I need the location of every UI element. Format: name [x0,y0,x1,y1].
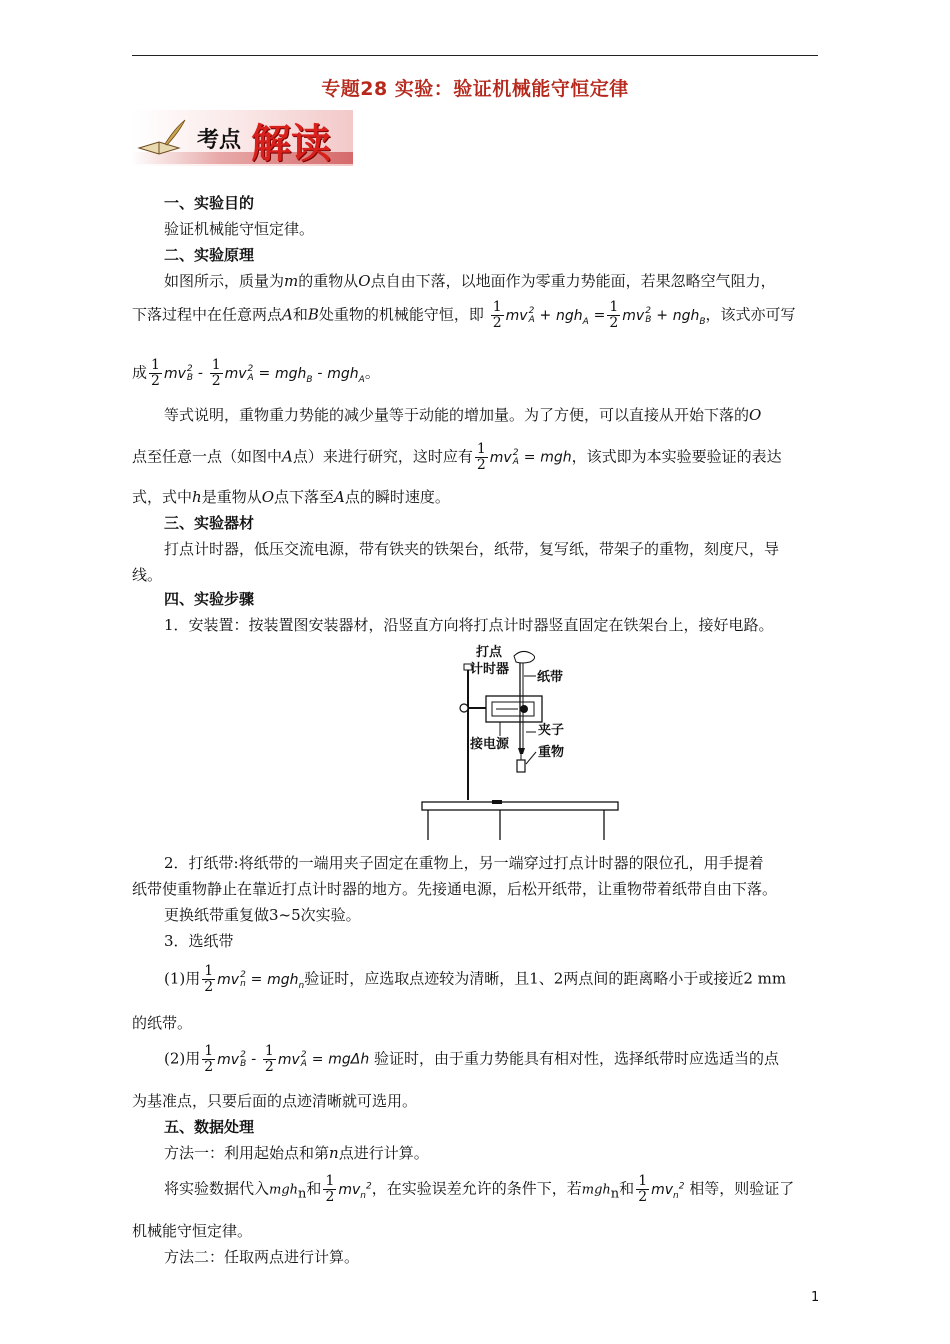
stand-base [492,800,502,804]
equals: = [593,307,606,324]
formula-nghA [556,307,589,327]
equipment-line-2: 线。 [132,566,163,584]
mv: mv [338,1181,361,1198]
step-3: 3．选纸带 [164,932,234,950]
text: ，在实验误差允许的条件下，若 [371,1179,582,1198]
var-h: h [192,488,202,506]
var-A: A [282,305,293,324]
method-1 [164,1142,429,1163]
frac-num: 1 [609,299,619,315]
sub-A: A [300,1058,307,1069]
sub-B: B [306,374,313,385]
sub-B: B [699,316,706,327]
ngh: ngh [672,307,700,324]
frac-num: 1 [211,357,221,373]
mv: mv [217,971,240,988]
formula-mgh: mgh [540,449,572,466]
var-n: n [329,1144,339,1162]
text: 点至任意一点（如图中 [132,447,283,466]
principle-line-5 [132,442,782,473]
sub-B: B [240,1058,247,1069]
frac-den: 2 [609,315,619,331]
heading-equipment: 三、实验器材 [164,514,255,532]
sub-A: A [247,372,254,383]
equals: = [250,971,263,988]
mgh: mgh [275,365,307,382]
mv: mv [224,365,247,382]
frac-den: 2 [151,373,160,389]
fraction-half [149,358,162,389]
principle-line-6 [132,486,450,507]
sub-n: n [240,978,246,989]
formula-mvn2 [217,969,246,989]
frac-den: 2 [204,979,214,995]
var-B: B [307,305,319,324]
mgh: mgh [267,971,299,988]
mgh: mgh [269,1182,299,1198]
ngh: ngh [556,307,583,324]
method-2: 方法二：任取两点进行计算。 [164,1248,360,1266]
label-power: 接电源 [470,737,510,752]
var-O: O [261,488,275,506]
sq: 2 [240,1049,246,1060]
text: 验证时，由于重力势能具有相对性，选择纸带时应选适当的点 [374,1049,780,1068]
text: 点的瞬时速度。 [344,488,450,506]
text: ，该式亦可写 [705,305,796,324]
fraction-half [263,1044,276,1075]
fraction-half [210,358,223,389]
label-timer-2: 计时器 [470,662,510,677]
step-1: 1．安装置：按装置图安装器材，沿竖直方向将打点计时器竖直固定在铁架台上，接好电路。 [164,616,774,634]
fraction-half [475,442,488,473]
principle-line-3 [132,358,380,389]
frac-den: 2 [264,1059,274,1075]
header-rule [132,55,818,56]
book-quill-icon [135,118,190,160]
text: 是重物从 [201,488,262,506]
mgh: mgh [327,365,359,382]
text: 点下落至 [274,488,335,506]
text: 方法一：利用起始点和第 [164,1144,330,1162]
page-title: 专题28 实验：验证机械能守恒定律 [321,78,629,100]
fraction-half [323,1174,336,1205]
text: 如图所示，质量为 [164,272,285,290]
table-top [422,802,618,810]
frac-num: 1 [204,1043,214,1059]
clamp-knob [460,704,468,712]
formula-nghB [672,307,706,327]
var-A: A [282,447,293,466]
equals: = [523,449,536,466]
formula-mghn [267,971,305,991]
fraction-half [636,1174,649,1205]
text: 等式说明，重物重力势能的减少量等于动能的增加量。为了方便，可以直接从开始下落的 [164,406,750,424]
mv: mv [651,1181,674,1198]
frac-num: 1 [325,1173,335,1189]
var-O: O [358,272,371,290]
text: 将实验数据代入 [164,1179,270,1198]
formula-mvn2 [651,1180,685,1201]
frac-den: 2 [492,315,502,331]
section-banner [131,110,353,166]
mv: mv [217,1051,240,1068]
text: 和 [619,1179,635,1198]
sq: 2 [528,305,535,316]
sq: 2 [186,363,193,374]
text: 点自由下落，以地面作为零重力势能面，若果忽略空气阻力， [370,272,776,290]
heading-data: 五、数据处理 [164,1118,255,1136]
sq: 2 [678,1180,685,1191]
formula-mvB2 [622,305,652,325]
weight-shape [517,760,525,772]
formula-mvB2 [163,363,194,383]
frac-num: 1 [492,299,502,315]
sub-n: n [360,1190,367,1201]
frac-num: 1 [151,357,160,373]
label-timer-1: 打点 [476,645,503,660]
text: 式，式中 [132,488,193,506]
banner-kao-dian: 考点 [197,127,242,153]
sub-n: n [610,1186,620,1202]
step-3-item-1-cont: 的纸带。 [132,1014,193,1032]
formula-mghB [275,365,313,385]
minus: - [251,1051,257,1068]
formula-mvn2 [338,1180,372,1201]
sub-n: n [673,1190,679,1201]
plus: + [656,307,668,324]
step-3-item-1 [164,964,786,995]
text: (1)用 [164,969,201,988]
text: 。 [364,363,380,382]
formula-mvA2 [489,447,519,467]
mv: mv [489,449,512,466]
minus: - [197,365,203,382]
text: 点进行计算。 [338,1144,429,1162]
sq: 2 [366,1180,372,1191]
label-weight: 重物 [538,745,565,760]
sub-B: B [186,372,194,383]
principle-line-4 [164,404,761,425]
sq: 2 [645,305,651,316]
text: 成 [132,363,148,382]
heading-steps: 四、实验步骤 [164,590,255,608]
step-2-line-3: 更换纸带重复做3~5次实验。 [164,906,361,924]
formula-mvB2 [217,1049,247,1069]
sq: 2 [240,969,246,980]
label-clip: 夹子 [538,723,565,738]
text: 和 [292,305,308,324]
equals: = [311,1051,324,1068]
method-1-conclusion: 机械能守恒定律。 [132,1222,253,1240]
frac-den: 2 [204,1059,214,1075]
formula-mvA2 [505,305,535,325]
frac-num: 1 [476,441,486,457]
minus: - [317,365,323,382]
step-3-item-2 [164,1044,779,1075]
fraction-half [607,300,620,331]
frac-num: 1 [638,1173,648,1189]
sub-A: A [358,374,365,385]
text: 的重物从 [298,272,359,290]
frac-num: 1 [204,963,214,979]
mgh: mgh [581,1182,611,1198]
fraction-half [202,964,215,995]
frac-num: 1 [264,1043,274,1059]
method-1-detail [164,1174,794,1205]
text: ，该式即为本实验要验证的表达 [571,447,782,466]
weight-leader [526,752,536,764]
sq: 2 [300,1049,307,1060]
var-A: A [334,488,345,506]
equals: = [258,365,271,382]
mv: mv [505,307,528,324]
sub-n: n [298,980,305,991]
apparatus-diagram [420,640,620,840]
sq: 2 [247,363,254,374]
formula-mghA [327,365,365,385]
sub-A: A [582,316,589,327]
formula-mg-delta-h: mgΔh [328,1051,370,1068]
sq: 2 [512,447,519,458]
equipment-line-1: 打点计时器，低压交流电源，带有铁夹的铁架台，纸带，复写纸，带架子的重物，刻度尺，导 [164,540,780,558]
frac-den: 2 [325,1189,335,1205]
heading-principle: 二、实验原理 [164,246,255,264]
timer-plate [520,705,528,713]
mv: mv [622,307,645,324]
principle-line-2 [132,300,796,331]
formula-mvA2 [277,1049,307,1069]
principle-line-1 [164,270,776,291]
text: (2)用 [164,1049,201,1068]
plus: + [539,307,552,324]
frac-den: 2 [476,457,486,473]
text: 点）来进行研究，这时应有 [292,447,473,466]
sub-A: A [528,314,535,325]
step-2-line-2: 纸带使重物静止在靠近打点计时器的地方。先接通电源，后松开纸带，让重物带着纸带自由下落。 [132,880,778,898]
step-2-line-1: 2．打纸带:将纸带的一端用夹子固定在重物上，另一端穿过打点计时器的限位孔，用手提着 [164,854,764,872]
heading-purpose: 一、实验目的 [164,194,255,212]
mv: mv [277,1051,300,1068]
sub-A: A [512,456,519,467]
text: 处重物的机械能守恒，即 [318,305,484,324]
text: 相等，则验证了 [689,1179,795,1198]
var-m: m [284,272,299,290]
var-O: O [749,406,762,424]
sub-B: B [645,314,652,325]
frac-den: 2 [638,1189,648,1205]
label-tape: 纸带 [537,670,564,685]
hand-icon [514,651,535,663]
banner-jie-du: 解读 [251,121,331,166]
purpose-text: 验证机械能守恒定律。 [164,220,315,238]
step-3-item-2-cont: 为基准点，只要后面的点迹清晰就可选用。 [132,1092,418,1110]
text: 验证时，应选取点迹较为清晰，且1、2两点间的距离略小于或接近2 mm [304,969,787,988]
mv: mv [163,365,186,382]
page-number: 1 [811,1290,820,1305]
frac-den: 2 [211,373,221,389]
text: 下落过程中在任意两点 [132,305,283,324]
clip-shape [518,748,525,754]
fraction-half [202,1044,215,1075]
fraction-half [491,300,504,331]
formula-mvA2 [224,363,254,383]
text: 和 [306,1179,322,1198]
sub-n: n [298,1186,307,1202]
